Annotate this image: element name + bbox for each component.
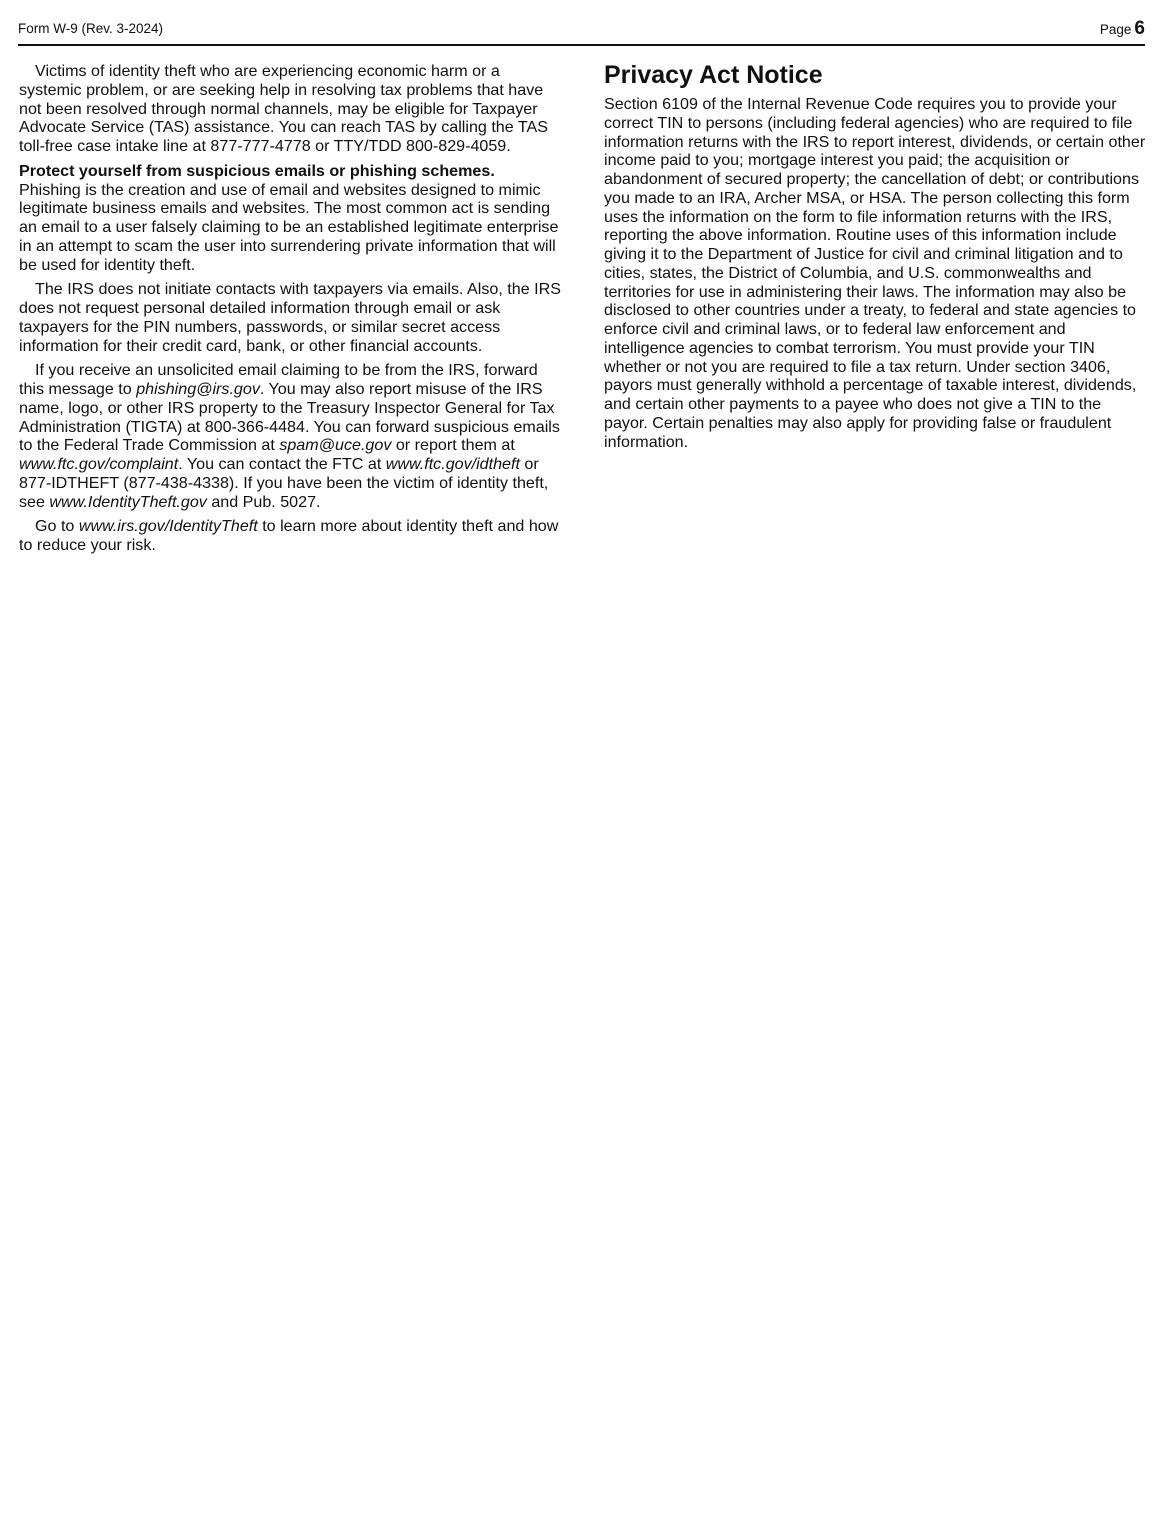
phishing-paragraph [19,162,561,275]
page-label: Page [1099,22,1132,37]
learn-more-paragraph [19,517,561,555]
page-number-value: 6 [1134,18,1145,39]
right-column [604,62,1146,457]
identitytheft-gov-link[interactable]: www.IdentityTheft.gov [49,492,207,511]
text-run: . You may also report misuse of the IRS name, logo, or other IRS property to the Treasury Inspector General for Tax Administration (TIGTA) at 800-366-4484. You can forward suspicious emails to the Federal Trade Commission at [19,380,560,455]
text-run: and Pub. 5027. [206,492,321,511]
privacy-act-body: Section 6109 of the Internal Revenue Code requires you to provide your correct TIN to persons (including federal agencies) who are required to file information returns with the IRS to report interest, dividends, or certain other income paid to you; mortgage interest you paid; the acquisition or abandonment of secured property; the cancellation of debt; or contributions you made to an IRA, Archer MSA, or HSA. The person collecting this form uses the information on the form to file information returns with the IRS, reporting the above information. Routine uses of this information include giving it to the Department of Justice for civil and criminal litigation and to cities, states, the District of Columbia, and U.S. commonwealths and territories for use in administering their laws. The information may also be disclosed to other countries under a treaty, to federal and state agencies to enforce civil and criminal laws, or to federal law enforcement and intelligence agencies to combat terrorism. You must provide your TIN whether or not you are required to file a tax return. Under section 3406, payors must generally withhold a percentage of taxable interest, dividends, and certain other payments to a payee who does not give a TIN to the payor. Certain penalties may also apply for providing false or fraudulent information. [604,95,1146,451]
text-run: or report them at [391,436,515,455]
ftc-complaint-link[interactable]: www.ftc.gov/complaint [19,455,179,473]
irs-contact-paragraph: The IRS does not initiate contacts with taxpayers via emails. Also, the IRS does not request personal detailed information through email or ask taxpayers for the PIN numbers, passwords, or similar secret access information for their credit card, bank, or other financial accounts. [19,280,561,355]
text-run: or 877-IDTHEFT (877-438-4338). If you have been the victim of identity theft, see [19,455,549,511]
irs-identitytheft-link[interactable]: www.irs.gov/IdentityTheft [78,517,258,536]
text-run: Go to [35,517,79,536]
phishing-body: Phishing is the creation and use of email and websites designed to mimic legitimate business emails and websites. The most common act is sending an email to a user falsely claiming to be an established legitimate enterprise in an attempt to scam the user into surrendering private information that will be used for identity theft. [19,180,559,274]
ftc-idtheft-link[interactable]: www.ftc.gov/idtheft [385,455,520,473]
text-run: If you receive an unsolicited email claiming to be from the IRS, forward this message to [19,361,538,398]
privacy-act-heading: Privacy Act Notice [604,61,823,89]
phishing-email-link[interactable]: phishing@irs.gov [136,380,260,398]
left-column [19,62,561,561]
spam-email-link[interactable]: spam@uce.gov [279,436,392,455]
form-id: Form W-9 (Rev. 3-2024) [18,21,164,36]
report-phishing-paragraph [19,361,561,511]
text-run: . You can contact the FTC at [178,455,386,473]
text-run: to learn more about identity theft and how to reduce your risk. [19,517,559,554]
tas-paragraph: Victims of identity theft who are experiencing economic harm or a systemic problem, or are seeking help in resolving tax problems that have not been resolved through normal channels, may be eligible for Taxpayer Advocate Service (TAS) assistance. You can reach TAS by calling the TAS toll-free case intake line at 877-777-4778 or TTY/TDD 800-829-4059. [19,62,548,155]
page-header [18,18,1145,46]
phishing-lead: Protect yourself from suspicious emails or phishing schemes. [19,161,495,180]
page-number [1100,18,1145,40]
